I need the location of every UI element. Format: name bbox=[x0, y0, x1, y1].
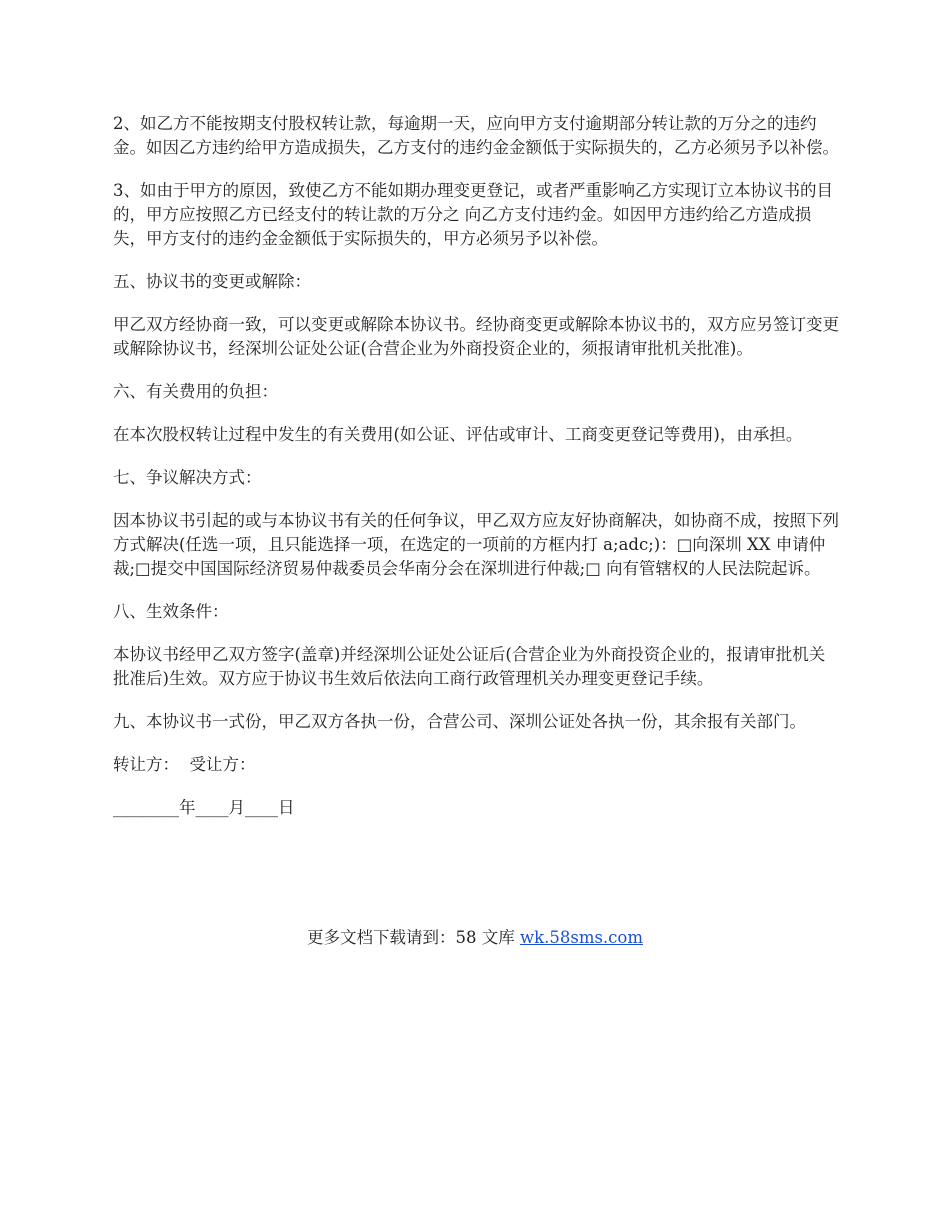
section-7-heading: 七、争议解决方式： bbox=[113, 468, 262, 487]
clause-3-penalty: 3、如由于甲方的原因，致使乙方不能如期办理变更登记，或者严重影响乙方实现订立本协议书的目的，甲方应按照乙方已经支付的转让款的万分之 向乙方支付违约金。如因甲方违约给乙方造成损失，甲方支付的违约金金额低于实际损失的，甲方必须另予以补偿。 bbox=[113, 181, 833, 248]
clause-2-penalty: 2、如乙方不能按期支付股权转让款，每逾期一天，应向甲方支付逾期部分转让款的万分之的违约金。如因乙方违约给甲方造成损失，乙方支付的违约金金额低于实际损失的，乙方必须另予以补偿。 bbox=[113, 114, 839, 157]
section-7-body: 因本协议书引起的或与本协议书有关的任何争议，甲乙双方应友好协商解决，如协商不成，按照下列方式解决(任选一项，且只能选择一项，在选定的一项前的方框内打 a;adc;)：□向深圳 XX 申请仲裁;□提交中国国际经济贸易仲裁委员会华南分会在深圳进行仲裁;□ 向有管辖权的人民法院起诉。 bbox=[113, 511, 839, 578]
section-6-body: 在本次股权转让过程中发生的有关费用(如公证、评估或审计、工商变更登记等费用)，由承担。 bbox=[113, 425, 803, 444]
section-8-heading: 八、生效条件： bbox=[113, 602, 229, 621]
document-body bbox=[113, 112, 841, 839]
download-footer bbox=[0, 926, 950, 950]
section-8-body: 本协议书经甲乙双方签字(盖章)并经深圳公证处公证后(合营企业为外商投资企业的，报请审批机关批准后)生效。双方应于协议书生效后依法向工商行政管理机关办理变更登记手续。 bbox=[113, 645, 826, 688]
footer-link[interactable]: wk.58sms.com bbox=[519, 928, 643, 947]
signature-parties: 转让方： 受让方： bbox=[113, 755, 256, 774]
footer-text: 更多文档下载请到：58 文库 bbox=[306, 928, 520, 947]
signature-date-line: ________年____月____日 bbox=[113, 798, 295, 817]
section-6-heading: 六、有关费用的负担： bbox=[113, 382, 278, 401]
section-5-body: 甲乙双方经协商一致，可以变更或解除本协议书。经协商变更或解除本协议书的，双方应另签订变更或解除协议书，经深圳公证处公证(合营企业为外商投资企业的，须报请审批机关批准)。 bbox=[113, 315, 839, 358]
section-5-heading: 五、协议书的变更或解除： bbox=[113, 272, 311, 291]
section-9-body: 九、本协议书一式份，甲乙双方各执一份，合营公司、深圳公证处各执一份，其余报有关部门。 bbox=[113, 712, 806, 731]
